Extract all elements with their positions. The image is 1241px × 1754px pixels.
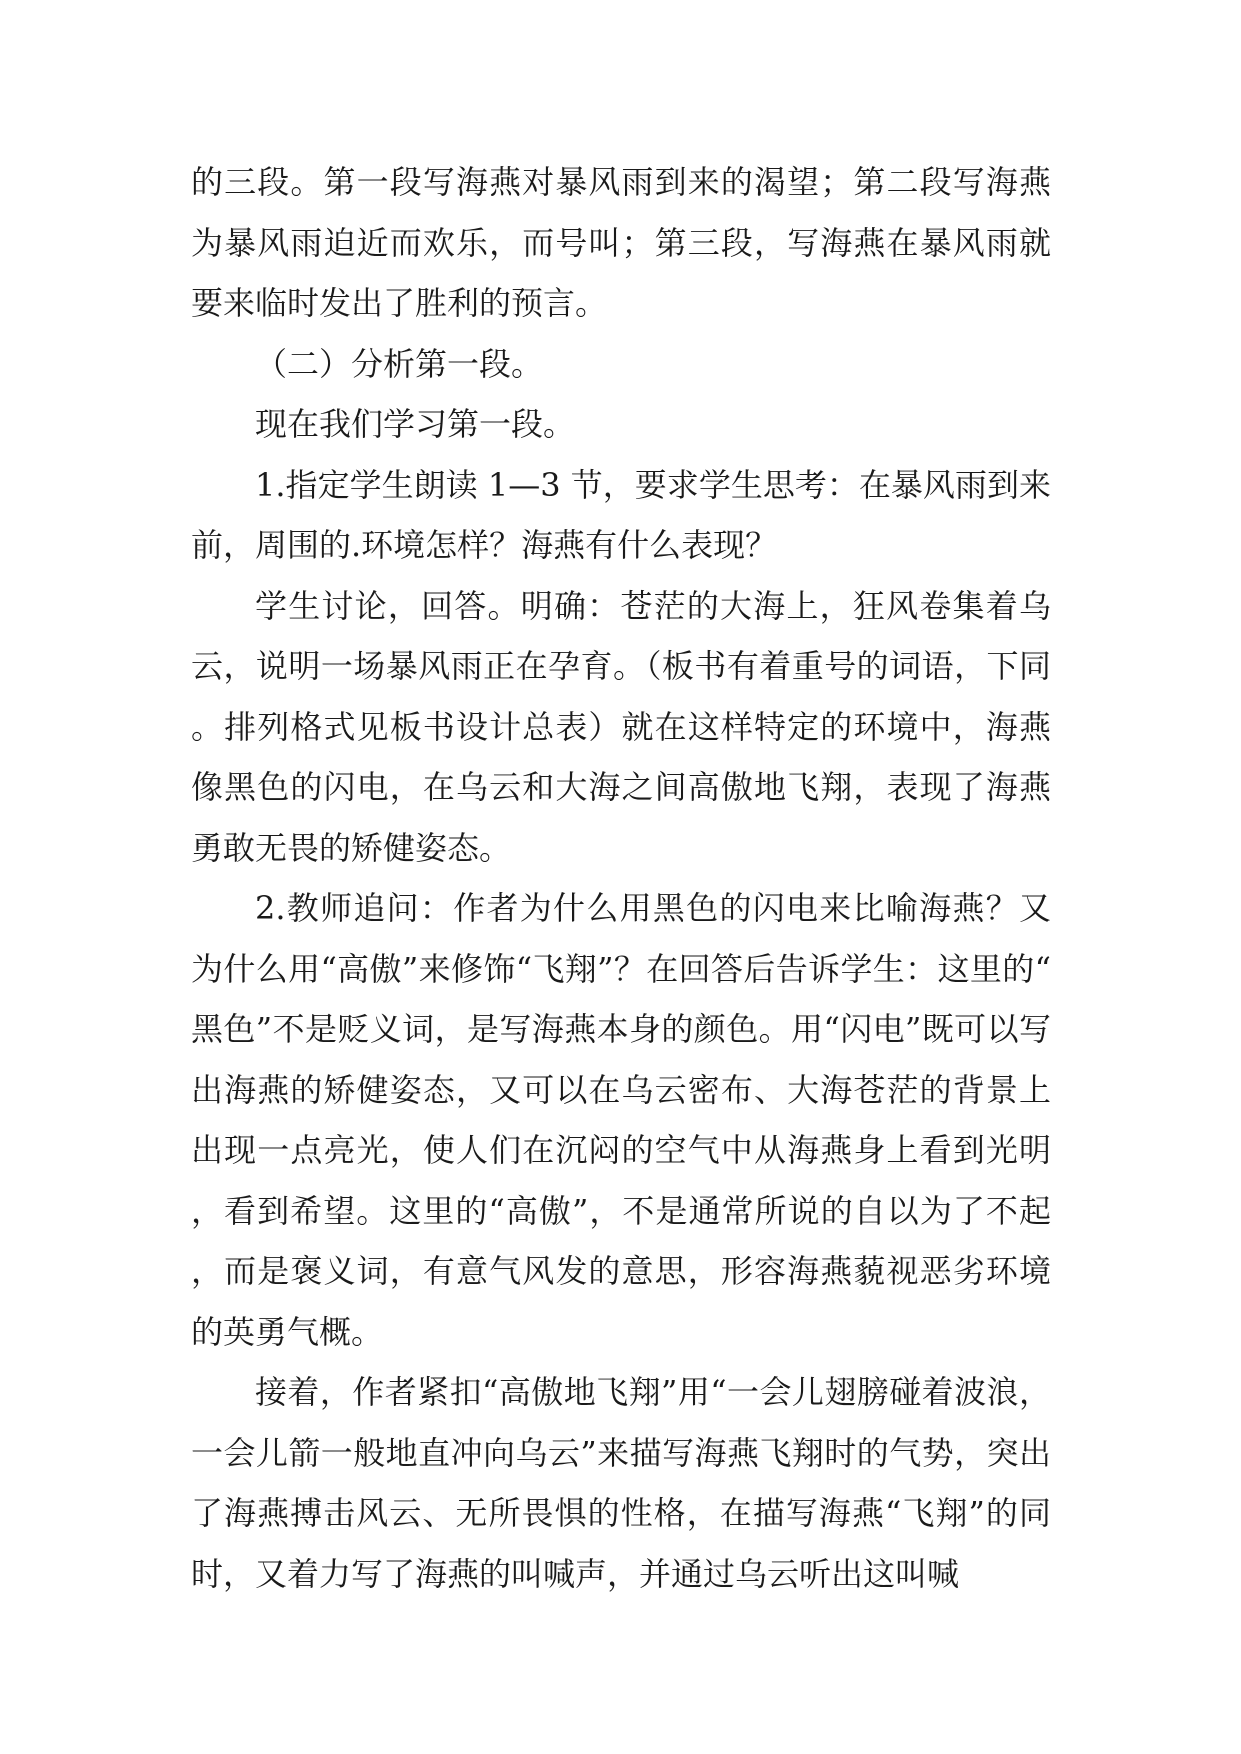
paragraph: 1.指定学生朗读 1—3 节，要求学生思考：在暴风雨到来前，周围的.环境怎样？海燕有什么表现？ bbox=[191, 465, 1051, 564]
section-heading: （二）分析第一段。 bbox=[255, 344, 544, 383]
paragraph: 学生讨论，回答。明确：苍茫的大海上，狂风卷集着乌云，说明一场暴风雨正在孕育。（板书有着重号的词语，下同。排列格式见板书设计总表）就在这样特定的环境中，海燕像黑色的闪电，在乌云和大海之间高傲地飞翔，表现了海燕勇敢无畏的矫健姿态。 bbox=[191, 586, 1051, 867]
paragraph: 接着，作者紧扣“高傲地飞翔”用“一会儿翅膀碰着波浪，一会儿箭一般地直冲向乌云”来描写海燕飞翔时的气势，突出了海燕搏击风云、无所畏惧的性格，在描写海燕“飞翔”的同时，又着力写了海燕的叫喊声，并通过乌云听出这叫喊 bbox=[191, 1373, 1051, 1593]
body-text bbox=[191, 152, 1051, 1604]
paragraph-continuation: 的三段。第一段写海燕对暴风雨到来的渴望；第二段写海燕为暴风雨迫近而欢乐，而号叫；第三段，写海燕在暴风雨就要来临时发出了胜利的预言。 bbox=[191, 163, 1051, 322]
paragraph: 现在我们学习第一段。 bbox=[255, 405, 576, 443]
paragraph: 2.教师追问：作者为什么用黑色的闪电来比喻海燕？又为什么用“高傲”来修饰“飞翔”？在回答后告诉学生：这里的“黑色”不是贬义词，是写海燕本身的颜色。用“闪电”既可以写出海燕的矫健姿态，又可以在乌云密布、大海苍茫的背景上出现一点亮光，使人们在沉闷的空气中从海燕身上看到光明，看到希望。这里的“高傲”，不是通常所说的自以为了不起，而是褒义词，有意气风发的意思，形容海燕藐视恶劣环境的英勇气概。 bbox=[191, 889, 1051, 1351]
